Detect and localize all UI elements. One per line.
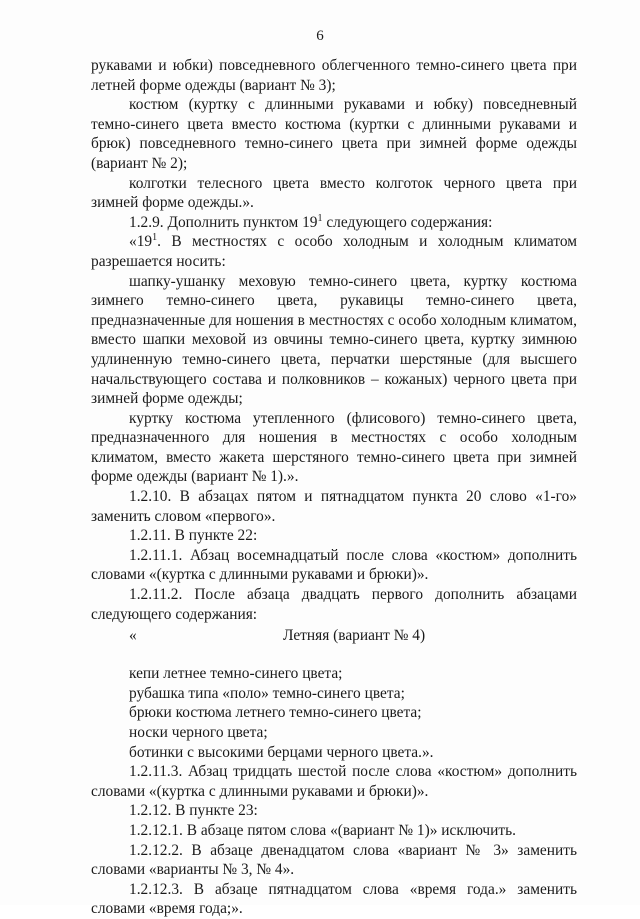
paragraph-1-2-12: 1.2.12. В пункте 23: <box>129 802 258 820</box>
list-item: ботинки с высокими берцами черного цвета.». <box>129 743 434 761</box>
opening-quote: « <box>129 627 137 645</box>
page-number: 6 <box>316 28 324 44</box>
paragraph: костюм (куртку с длинными рукавами и юбку) повседневный темно-синего цвета вместо костюма (куртки с длинными рукавами и брюк) повседневного темно-синего цвета при зимней форме одежды (вариант № 2); <box>91 96 577 172</box>
superscript: 1 <box>152 232 158 244</box>
paragraph-1-2-11: 1.2.11. В пункте 22: <box>129 527 258 545</box>
list-item: рубашка типа «поло» темно-синего цвета; <box>129 684 405 702</box>
section-heading-line <box>91 626 577 646</box>
list-item: носки черного цвета; <box>129 724 268 741</box>
paragraph-1-2-11-1: 1.2.11.1. Абзац восемнадцатый после слова «костюм» дополнить словами «(куртка с длинными рукавами и брюки)». <box>91 546 577 584</box>
text-span: . В местностях с особо холодным и холодным климатом разрешается носить: <box>91 233 577 270</box>
text-span: следующего содержания: <box>322 213 493 231</box>
paragraph: колготки телесного цвета вместо колготок черного цвета при зимней форме одежды.». <box>91 174 577 212</box>
paragraph-1-2-12-1: 1.2.12.1. В абзаце пятом слова «(вариант № 1)» исключить. <box>129 821 516 839</box>
paragraph-1-2-12-3: 1.2.12.3. В абзаце пятнадцатом слова «время года.» заменить словами «время года;». <box>91 880 577 918</box>
paragraph-1-2-12-2: 1.2.12.2. В абзаце двенадцатом слова «вариант № 3» заменить словами «варианты № 3, № 4». <box>91 841 577 879</box>
paragraph-19-1 <box>91 232 577 271</box>
superscript: 1 <box>317 212 323 224</box>
paragraph: куртку костюма утепленного (флисового) темно-синего цвета, предназначенного для ношения в местностях с особо холодным климатом, вместо жакета шерстяного темно-синего цвета при зимней форме одежды (вариант № 1).». <box>91 409 577 486</box>
document-body <box>91 56 577 919</box>
paragraph: рукавами и юбки) повседневного облегченного темно-синего цвета при летней форме одежды (вариант № 3); <box>91 57 577 94</box>
paragraph-1-2-10: 1.2.10. В абзацах пятом и пятнадцатом пункта 20 слово «1-го» заменить словом «первого». <box>91 488 577 525</box>
paragraph-1-2-9 <box>91 213 577 233</box>
text-span: «19 <box>129 233 153 251</box>
list-item: брюки костюма летнего темно-синего цвета; <box>129 704 422 722</box>
section-heading: Летняя (вариант № 4) <box>283 627 426 645</box>
spacer <box>91 646 577 664</box>
paragraph-1-2-11-3: 1.2.11.3. Абзац тридцать шестой после слова «костюм» дополнить словами «(куртка с длинными рукавами и брюки)». <box>91 763 577 800</box>
list-item: кепи летнее темно-синего цвета; <box>129 665 343 683</box>
paragraph: шапку-ушанку меховую темно-синего цвета, куртку костюма зимнего темно-синего цвета, рукавицы темно-синего цвета, предназначенные для ношения в местностях с особо холодным климатом, вместо шапки меховой из овчины темно-синего цвета, куртку зимнюю удлиненную темно-синего цвета, перчатки шерстяные (для высшего начальствующего состава и полковников – кожаных) черного цвета при зимней форме одежды; <box>91 272 577 408</box>
paragraph-1-2-11-2: 1.2.11.2. После абзаца двадцать первого дополнить абзацами следующего содержания: <box>91 586 577 623</box>
text-span: 1.2.9. Дополнить пунктом 19 <box>129 213 318 231</box>
